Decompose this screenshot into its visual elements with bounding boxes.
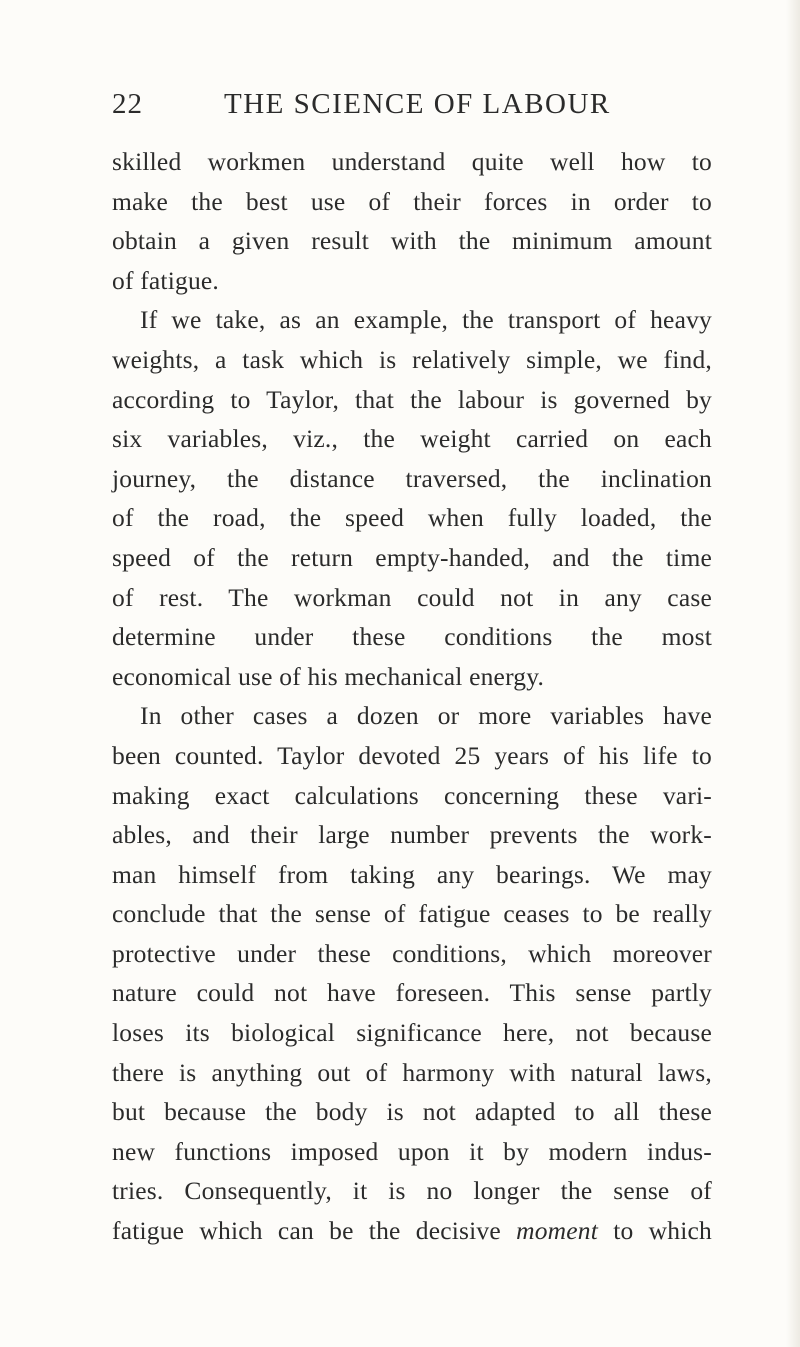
text-line: obtain a given result with the minimum amount: [112, 226, 712, 256]
text-line: six variables, viz., the weight carried on each: [112, 424, 712, 454]
page-number: 22: [112, 88, 143, 120]
text-line: protective under these conditions, which moreover: [112, 938, 712, 968]
text-line: weights, a task which is relatively simple, we find,: [112, 344, 712, 374]
page-header: [112, 88, 712, 128]
text-line: nature could not have foreseen. This sense partly: [112, 978, 712, 1008]
text-line: man himself from taking any bearings. We may: [112, 859, 712, 889]
text-line: conclude that the sense of fatigue ceases to be really: [112, 899, 712, 929]
text-line: of fatigue.: [112, 265, 219, 295]
text-line: been counted. Taylor devoted 25 years of his life to: [112, 740, 712, 770]
text-line: ables, and their large number prevents the work-: [112, 820, 712, 850]
text-line: of rest. The workman could not in any case: [112, 582, 712, 612]
text-line: loses its biological significance here, not because: [112, 1018, 712, 1048]
text-line: economical use of his mechanical energy.: [112, 661, 545, 691]
text-line: determine under these conditions the most: [112, 622, 712, 652]
text-line: there is anything out of harmony with natural laws,: [112, 1057, 712, 1087]
text-line-final: [112, 1211, 712, 1251]
text-line: making exact calculations concerning these vari-: [112, 780, 712, 810]
text-line: according to Taylor, that the labour is governed by: [112, 384, 712, 414]
text-line: but because the body is not adapted to all these: [112, 1097, 712, 1127]
text-line: new functions imposed upon it by modern indus-: [112, 1136, 712, 1166]
text-line: If we take, as an example, the transport of heavy: [140, 305, 712, 335]
text-segment: fatigue which can be the decisive: [112, 1216, 517, 1246]
text-segment: to which: [598, 1216, 712, 1246]
text-line: of the road, the speed when fully loaded, the: [112, 503, 712, 533]
text-line: make the best use of their forces in order to: [112, 186, 712, 216]
italic-word: moment: [516, 1216, 599, 1246]
text-line: journey, the distance traversed, the inclination: [112, 463, 712, 493]
running-head: THE SCIENCE OF LABOUR: [224, 88, 611, 120]
text-line: speed of the return empty-handed, and the time: [112, 542, 712, 572]
text-line: tries. Consequently, it is no longer the sense of: [112, 1176, 712, 1206]
body-text: [112, 142, 712, 1251]
page-edge-shadow: [786, 0, 800, 1347]
text-line: skilled workmen understand quite well how to: [112, 147, 712, 176]
text-line: In other cases a dozen or more variables have: [140, 701, 712, 731]
